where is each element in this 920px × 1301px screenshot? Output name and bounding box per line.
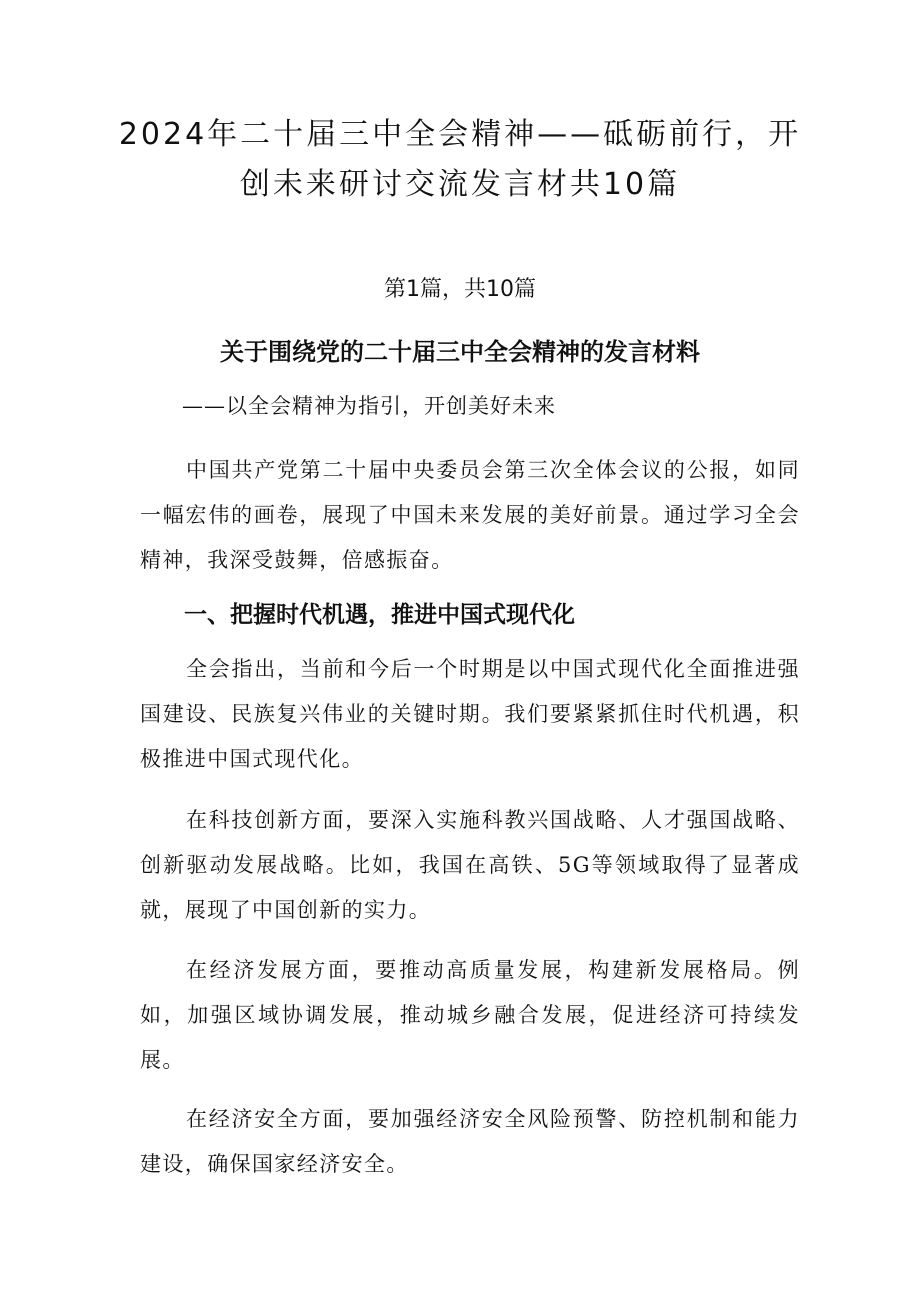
body-paragraph-1: 全会指出，当前和今后一个时期是以中国式现代化全面推进强国建设、民族复兴伟业的关键时期。我们要紧紧抓住时代机遇，积极推进中国式现代化。: [140, 657, 800, 771]
body-paragraph-2: 在科技创新方面，要深入实施科教兴国战略、人才强国战略、创新驱动发展战略。比如，我国在高铁、5G等领域取得了显著成就，展现了中国创新的实力。: [140, 808, 800, 922]
article-title: 关于围绕党的二十届三中全会精神的发言材料: [220, 338, 700, 366]
article-subtitle: ——以全会精神为指引，开创美好未来: [182, 394, 556, 418]
body-paragraph-3: 在经济发展方面，要推动高质量发展，构建新发展格局。例如，加强区域协调发展，推动城乡融合发展，促进经济可持续发展。: [140, 958, 800, 1072]
document-title: 2024年二十届三中全会精神——砥砺前行，开创未来研讨交流发言材共10篇: [118, 117, 802, 202]
section-heading: 一、把握时代机遇，推进中国式现代化: [184, 602, 575, 628]
body-paragraph-4: 在经济安全方面，要加强经济安全风险预警、防控机制和能力建设，确保国家经济安全。: [140, 1107, 800, 1176]
intro-paragraph: 中国共产党第二十届中央委员会第三次全体会议的公报，如同一幅宏伟的画卷，展现了中国未来发展的美好前景。通过学习全会精神，我深受鼓舞，倍感振奋。: [140, 458, 800, 572]
part-label: 第1篇，共10篇: [384, 277, 536, 302]
